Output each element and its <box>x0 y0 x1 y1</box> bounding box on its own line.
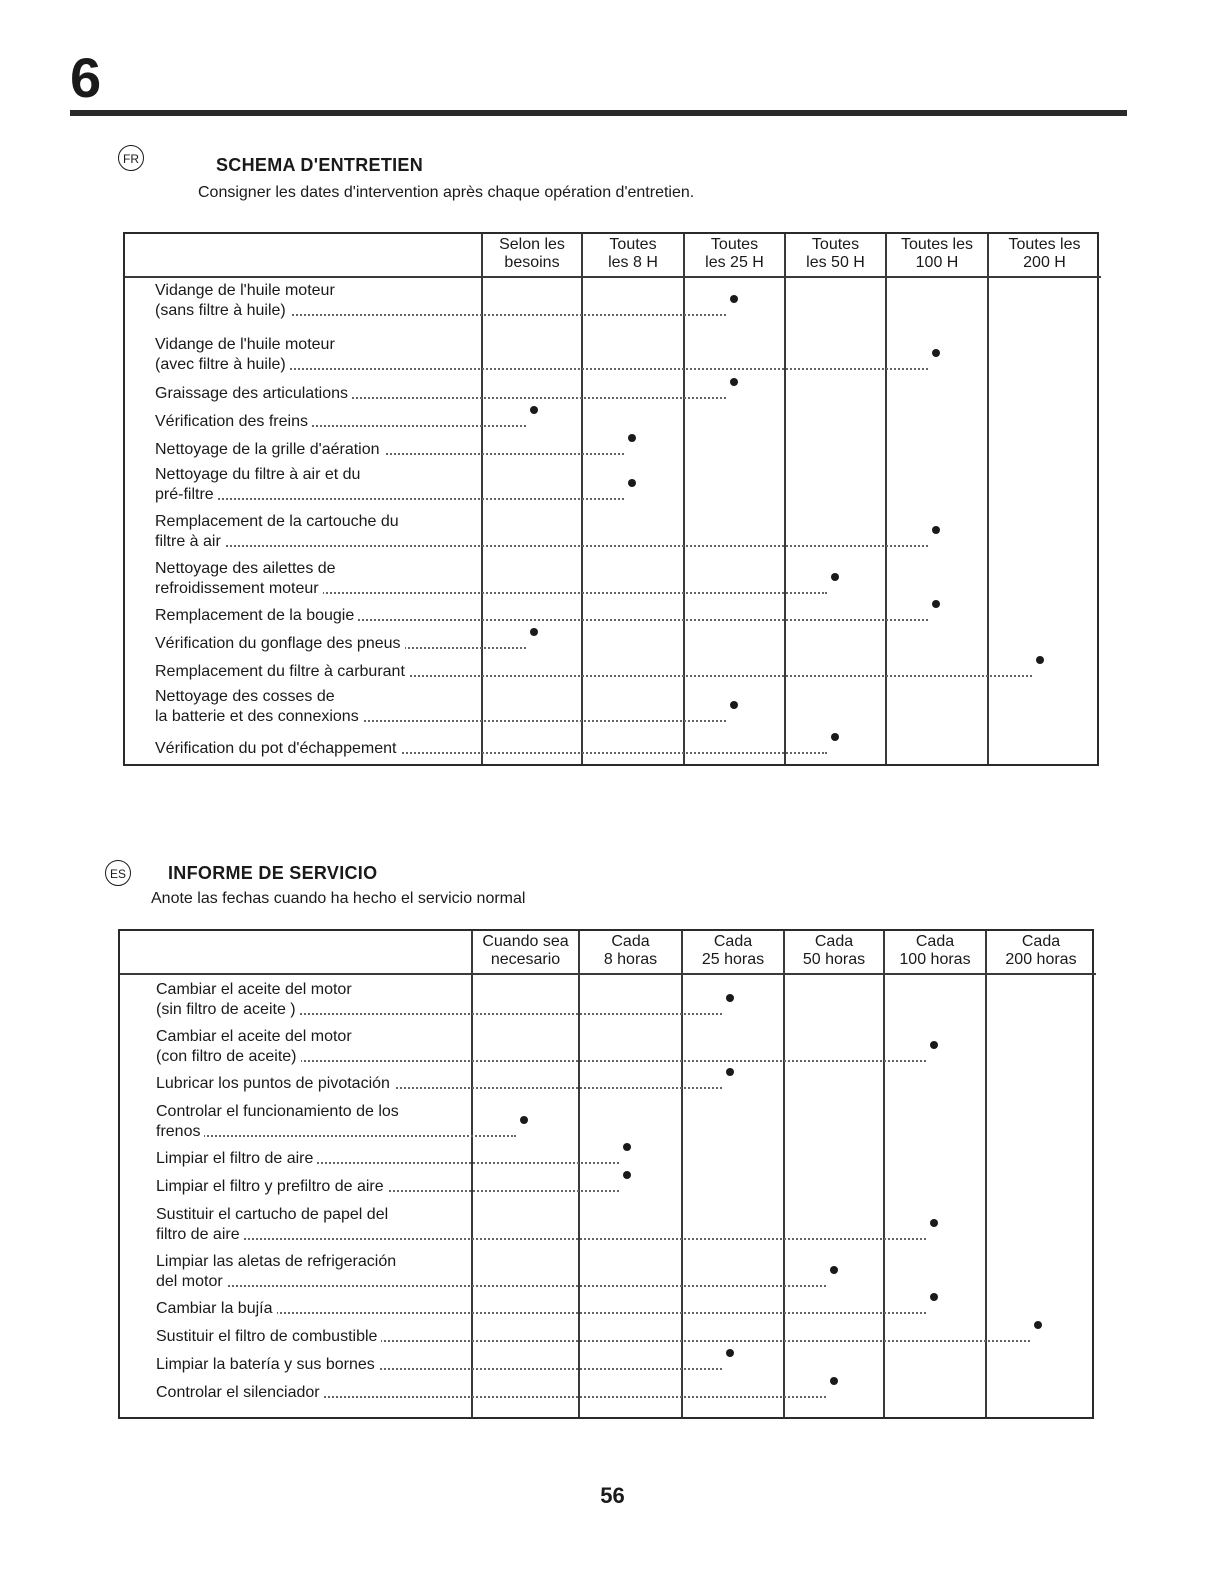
interval-marker-dot <box>932 349 940 357</box>
column-header <box>472 933 579 969</box>
task-label-line: Nettoyage du filtre à air et du <box>155 466 361 483</box>
task-row-limpiar-la-bateria-y-sus-bornes <box>156 1355 379 1375</box>
task-label-line <box>156 1225 388 1245</box>
task-label-text: filtre à air <box>155 533 225 550</box>
task-row-nettoyage-du-filtre-a-air-et-du <box>155 465 360 505</box>
interval-marker-dot <box>730 701 738 709</box>
header-divider <box>120 973 1096 975</box>
section-intro-fr: Consigner les dates d'intervention après chaque opération d'entretien. <box>198 184 695 201</box>
column-header <box>886 236 988 272</box>
task-row-vidange-de-l-huile-moteur <box>155 281 335 321</box>
interval-marker-dot <box>726 994 734 1002</box>
header-divider <box>125 276 1101 278</box>
column-header-line: les 50 H <box>806 254 865 271</box>
interval-marker-dot <box>623 1171 631 1179</box>
task-label-line <box>156 1000 352 1020</box>
task-label-text: Cambiar la bujía <box>156 1300 277 1317</box>
column-header <box>986 933 1096 969</box>
column-header <box>785 236 886 272</box>
task-row-verification-des-freins <box>155 412 312 432</box>
column-divider <box>987 234 989 764</box>
task-label-text: Controlar el silenciador <box>156 1384 324 1401</box>
task-label-line <box>155 707 363 727</box>
task-label-line: Sustituir el cartucho de papel del <box>156 1206 389 1223</box>
task-label-text: frenos <box>156 1123 204 1140</box>
task-label-line <box>156 1122 399 1142</box>
task-label-line: Vidange de l'huile moteur <box>155 282 335 299</box>
column-divider <box>578 931 580 1417</box>
interval-marker-dot <box>932 600 940 608</box>
task-row-verification-du-gonflage-des-pneus <box>155 634 405 654</box>
task-label-line <box>155 485 360 505</box>
task-label-line <box>155 662 409 682</box>
interval-marker-dot <box>930 1041 938 1049</box>
page-number: 56 <box>600 1483 625 1508</box>
interval-marker-dot <box>623 1143 631 1151</box>
task-label-text: refroidissement moteur <box>155 580 323 597</box>
chapter-divider <box>70 110 1127 116</box>
interval-marker-dot <box>726 1068 734 1076</box>
column-divider <box>784 234 786 764</box>
column-divider <box>885 234 887 764</box>
task-label-line: Remplacement de la cartouche du <box>155 513 399 530</box>
task-label-text: (con filtro de aceite) <box>156 1048 301 1065</box>
task-label-text: Nettoyage de la grille d'aération <box>155 441 384 458</box>
dotted-leader <box>156 1238 926 1240</box>
column-header <box>988 236 1101 272</box>
task-row-nettoyage-de-la-grille-d-aeration <box>155 440 384 460</box>
task-row-controlar-el-silenciador <box>156 1383 324 1403</box>
interval-marker-dot <box>520 1116 528 1124</box>
interval-marker-dot <box>730 378 738 386</box>
dotted-leader <box>156 1285 826 1287</box>
interval-marker-dot <box>831 733 839 741</box>
column-header-line: 100 horas <box>899 951 971 968</box>
column-header-line: 25 horas <box>701 951 765 968</box>
task-label-line <box>155 412 312 432</box>
interval-marker-dot <box>1036 656 1044 664</box>
dotted-leader <box>155 498 624 500</box>
interval-marker-dot <box>726 1349 734 1357</box>
task-row-limpiar-las-aletas-de-refrigeracion <box>156 1252 396 1292</box>
interval-marker-dot <box>830 1377 838 1385</box>
column-header <box>784 933 884 969</box>
task-label-line <box>155 606 358 626</box>
task-label-text: Sustituir el filtro de combustible <box>156 1328 381 1345</box>
task-label-text: Graissage des articulations <box>155 385 352 402</box>
task-label-line: Controlar el funcionamiento de los <box>156 1103 399 1120</box>
task-row-nettoyage-des-ailettes-de <box>155 559 336 599</box>
column-header-line: les 25 H <box>705 254 764 271</box>
task-label-line <box>155 634 405 654</box>
column-divider <box>783 931 785 1417</box>
task-label-text: Remplacement de la bougie <box>155 607 358 624</box>
task-label-text: Limpiar el filtro de aire <box>156 1150 317 1167</box>
column-header-line: Toutes les <box>1008 236 1081 253</box>
column-header-line: 50 horas <box>802 951 866 968</box>
column-header <box>684 236 785 272</box>
task-label-line <box>156 1047 352 1067</box>
column-header-line: 8 horas <box>603 951 658 968</box>
dotted-leader <box>155 545 928 547</box>
section-title-fr: SCHEMA D'ENTRETIEN <box>216 155 424 175</box>
interval-marker-dot <box>930 1293 938 1301</box>
task-label-text: Vérification du gonflage des pneus <box>155 635 405 652</box>
task-label-text: Limpiar el filtro y prefiltro de aire <box>156 1178 388 1195</box>
column-header-line: les 8 H <box>608 254 658 271</box>
interval-marker-dot <box>628 434 636 442</box>
column-header-line: besoins <box>504 254 560 271</box>
column-divider <box>681 931 683 1417</box>
task-label-line <box>156 1355 379 1375</box>
task-row-nettoyage-des-cosses-de <box>155 687 363 727</box>
column-divider <box>883 931 885 1417</box>
column-header <box>682 933 784 969</box>
task-label-line <box>156 1272 396 1292</box>
task-row-sustituir-el-cartucho-de-papel-del <box>156 1205 388 1245</box>
es-language-icon: ES <box>105 860 131 886</box>
task-label-text: del motor <box>156 1273 227 1290</box>
task-label-text: Limpiar la batería y sus bornes <box>156 1356 379 1373</box>
task-label-text: filtro de aire <box>156 1226 244 1243</box>
task-label-line <box>156 1177 388 1197</box>
column-header-line: 200 horas <box>1005 951 1077 968</box>
task-row-sustituir-el-filtro-de-combustible <box>156 1327 381 1347</box>
task-label-text: Vérification du pot d'échappement <box>155 740 400 757</box>
fr-language-icon: FR <box>118 145 144 171</box>
interval-marker-dot <box>530 628 538 636</box>
column-header-line: Cada <box>814 933 854 950</box>
task-label-line <box>155 532 399 552</box>
task-label-line: Nettoyage des ailettes de <box>155 560 336 577</box>
interval-marker-dot <box>730 295 738 303</box>
task-label-line <box>155 384 352 404</box>
interval-marker-dot <box>831 573 839 581</box>
interval-marker-dot <box>930 1219 938 1227</box>
task-label-text: (sin filtro de aceite ) <box>156 1001 300 1018</box>
task-row-cambiar-el-aceite-del-motor <box>156 1027 352 1067</box>
task-label-text: Remplacement du filtre à carburant <box>155 663 409 680</box>
column-header-line: necesario <box>490 951 561 968</box>
task-row-cambiar-el-aceite-del-motor <box>156 980 352 1020</box>
column-header-line: Toutes <box>811 236 860 253</box>
task-row-cambiar-la-bujia <box>156 1299 277 1319</box>
column-header <box>582 236 684 272</box>
task-row-remplacement-de-la-cartouche-du <box>155 512 399 552</box>
task-label-line <box>156 1299 277 1319</box>
task-row-verification-du-pot-d-echappement <box>155 739 400 759</box>
task-label-line <box>155 301 335 321</box>
dotted-leader <box>156 1135 516 1137</box>
maintenance-schedule-table-es <box>118 929 1094 1419</box>
task-label-line <box>155 739 400 759</box>
task-label-text: Vérification des freins <box>155 413 312 430</box>
interval-marker-dot <box>1034 1321 1042 1329</box>
interval-marker-dot <box>628 479 636 487</box>
task-label-line <box>156 1383 324 1403</box>
column-header-line: Cada <box>915 933 955 950</box>
task-label-text: la batterie et des connexions <box>155 708 363 725</box>
task-label-text: Lubricar los puntos de pivotación <box>156 1075 394 1092</box>
column-header-line: 100 H <box>915 254 959 271</box>
column-header-line: Cada <box>1021 933 1061 950</box>
task-label-line <box>155 355 335 375</box>
task-label-line <box>156 1149 317 1169</box>
column-header-line: Cada <box>713 933 753 950</box>
task-row-limpiar-el-filtro-de-aire <box>156 1149 317 1169</box>
interval-marker-dot <box>530 406 538 414</box>
interval-marker-dot <box>830 1266 838 1274</box>
column-header-line: Cada <box>611 933 650 950</box>
maintenance-schedule-table-fr <box>123 232 1099 766</box>
section-title-es: INFORME DE SERVICIO <box>168 863 378 883</box>
task-row-lubricar-los-puntos-de-pivotacion <box>156 1074 394 1094</box>
column-header <box>579 933 682 969</box>
task-row-graissage-des-articulations <box>155 384 352 404</box>
column-header-line: 200 H <box>1023 254 1066 271</box>
column-header-line: Cuando sea <box>482 933 569 950</box>
task-label-line: Nettoyage des cosses de <box>155 688 335 705</box>
column-divider <box>471 931 473 1417</box>
task-row-remplacement-du-filtre-a-carburant <box>155 662 409 682</box>
column-header <box>884 933 986 969</box>
interval-marker-dot <box>932 526 940 534</box>
section-intro-es: Anote las fechas cuando ha hecho el servicio normal <box>151 890 526 907</box>
task-label-line: Limpiar las aletas de refrigeración <box>156 1253 397 1270</box>
task-label-line <box>155 579 336 599</box>
column-header-line: Selon les <box>499 236 565 253</box>
task-label-line: Cambiar el aceite del motor <box>156 981 352 998</box>
task-row-vidange-de-l-huile-moteur <box>155 335 335 375</box>
task-label-text: pré-filtre <box>155 486 218 503</box>
column-header-line: Toutes <box>710 236 759 253</box>
column-header <box>482 236 582 272</box>
task-label-line <box>155 440 384 460</box>
task-label-line: Vidange de l'huile moteur <box>155 336 335 353</box>
chapter-number: 6 <box>70 46 102 109</box>
column-header-line: Toutes <box>609 236 657 253</box>
task-row-remplacement-de-la-bougie <box>155 606 358 626</box>
task-row-limpiar-el-filtro-y-prefiltro-de-aire <box>156 1177 388 1197</box>
task-row-controlar-el-funcionamiento-de-los <box>156 1102 399 1142</box>
column-header-line: Toutes les <box>900 236 974 253</box>
task-label-line <box>156 1074 394 1094</box>
task-label-text: (sans filtre à huile) <box>155 302 290 319</box>
column-divider <box>985 931 987 1417</box>
task-label-line <box>156 1327 381 1347</box>
task-label-text: (avec filtre à huile) <box>155 356 290 373</box>
task-label-line: Cambiar el aceite del motor <box>156 1028 352 1045</box>
